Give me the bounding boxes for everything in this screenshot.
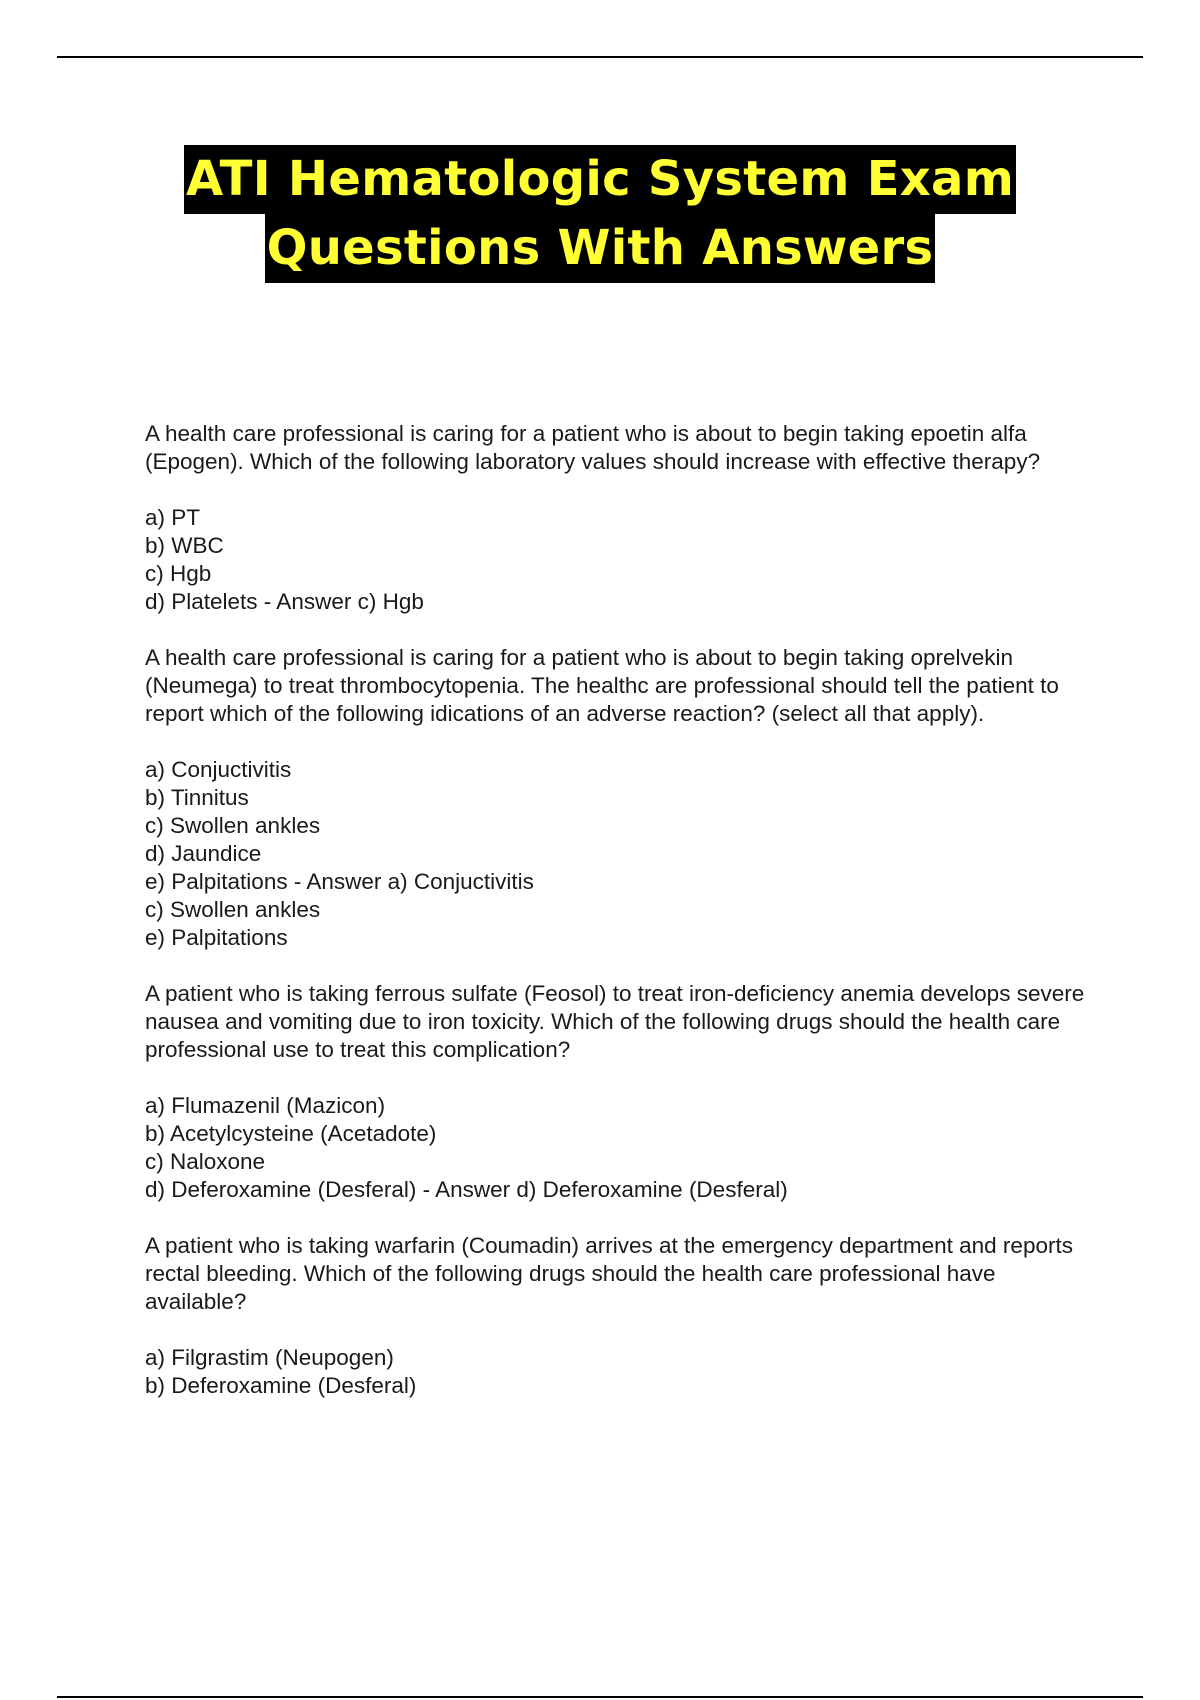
question-text: A patient who is taking ferrous sulfate (Feosol) to treat iron-deficiency anemia develops severe nausea and vomiting due to iron toxicity. Which of the following drugs should the health care professional use to treat this complication? <box>145 981 1085 1062</box>
title-line-2: Questions With Answers <box>265 214 936 283</box>
question-2 <box>145 644 1095 952</box>
option-item: e) Palpitations <box>145 925 288 950</box>
answer-options <box>145 1092 1095 1204</box>
top-rule <box>57 56 1143 58</box>
document-title <box>0 145 1200 283</box>
question-text: A health care professional is caring for a patient who is about to begin taking oprelvekin (Neumega) to treat thrombocytopenia. The healthc are professional should tell the patient to report which of the following idications of an adverse reaction? (select all that apply). <box>145 645 1059 726</box>
question-4 <box>145 1232 1095 1400</box>
answer-options <box>145 756 1095 952</box>
option-item: c) Swollen ankles <box>145 813 321 838</box>
question-list <box>145 420 1095 1428</box>
question-text: A patient who is taking warfarin (Coumadin) arrives at the emergency department and reports rectal bleeding. Which of the following drugs should the health care professional have available? <box>145 1233 1073 1314</box>
option-item: a) PT <box>145 505 201 530</box>
option-item: c) Swollen ankles <box>145 897 321 922</box>
question-1 <box>145 420 1095 616</box>
option-item: c) Hgb <box>145 561 212 586</box>
question-text: A health care professional is caring for a patient who is about to begin taking epoetin alfa (Epogen). Which of the following laboratory values should increase with effective therapy? <box>145 421 1041 474</box>
bottom-rule <box>57 1696 1143 1698</box>
option-item: d) Deferoxamine (Desferal) - Answer d) Deferoxamine (Desferal) <box>145 1177 788 1202</box>
option-item: b) Acetylcysteine (Acetadote) <box>145 1121 437 1146</box>
answer-options <box>145 504 1095 616</box>
answer-options <box>145 1344 1095 1400</box>
option-item: d) Platelets - Answer c) Hgb <box>145 589 424 614</box>
question-3 <box>145 980 1095 1204</box>
option-item: a) Filgrastim (Neupogen) <box>145 1345 394 1370</box>
option-item: c) Naloxone <box>145 1149 266 1174</box>
option-item: d) Jaundice <box>145 841 262 866</box>
option-item: b) WBC <box>145 533 224 558</box>
title-line-1: ATI Hematologic System Exam <box>184 145 1016 214</box>
option-item: b) Deferoxamine (Desferal) <box>145 1373 417 1398</box>
option-item: b) Tinnitus <box>145 785 249 810</box>
option-item: e) Palpitations - Answer a) Conjuctivitis <box>145 869 534 894</box>
option-item: a) Conjuctivitis <box>145 757 292 782</box>
option-item: a) Flumazenil (Mazicon) <box>145 1093 386 1118</box>
